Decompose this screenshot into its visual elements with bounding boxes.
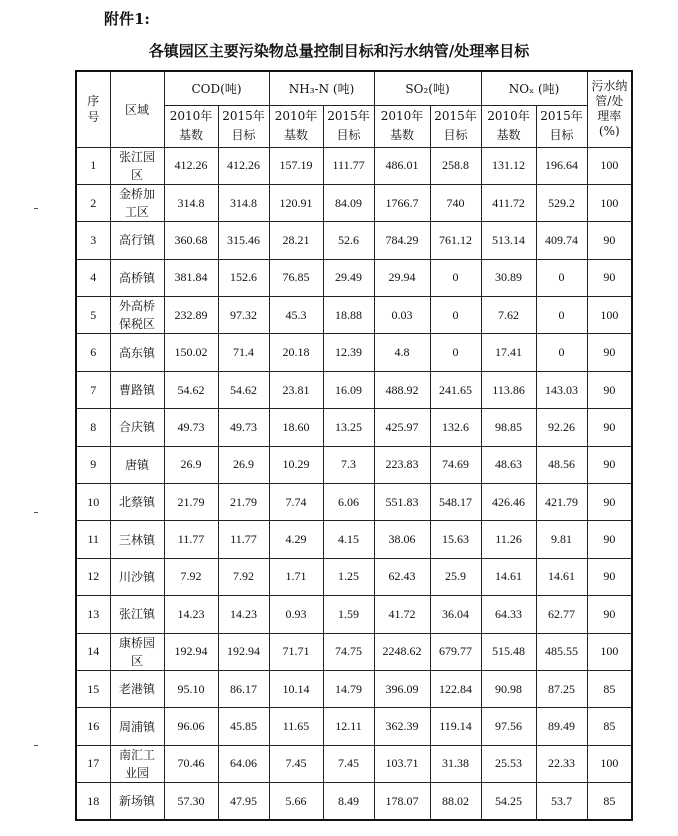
cell-cod2010: 21.79 bbox=[164, 484, 218, 521]
cell-cod2010: 26.9 bbox=[164, 446, 218, 483]
row-index: 5 bbox=[76, 297, 110, 334]
header-nox-2015: 2015年目标 bbox=[536, 105, 587, 147]
table-row bbox=[76, 147, 632, 184]
cell-nh2010: 76.85 bbox=[269, 259, 323, 296]
cell-rate: 90 bbox=[587, 446, 632, 483]
cell-nox2015: 143.03 bbox=[536, 371, 587, 408]
row-index: 7 bbox=[76, 371, 110, 408]
cell-cod2015: 192.94 bbox=[218, 633, 269, 670]
cell-so2015: 122.84 bbox=[430, 670, 481, 707]
cell-so2015: 0 bbox=[430, 297, 481, 334]
cell-nox2015: 87.25 bbox=[536, 670, 587, 707]
row-index: 14 bbox=[76, 633, 110, 670]
cell-rate: 100 bbox=[587, 147, 632, 184]
cell-rate: 100 bbox=[587, 184, 632, 221]
cell-nh2010: 0.93 bbox=[269, 596, 323, 633]
row-index: 8 bbox=[76, 409, 110, 446]
cell-so2015: 740 bbox=[430, 184, 481, 221]
table-row bbox=[76, 259, 632, 296]
row-region: 三林镇 bbox=[110, 521, 164, 558]
cell-cod2010: 11.77 bbox=[164, 521, 218, 558]
cell-so2010: 29.94 bbox=[374, 259, 430, 296]
cell-so2010: 486.01 bbox=[374, 147, 430, 184]
cell-rate: 85 bbox=[587, 783, 632, 820]
cell-cod2010: 70.46 bbox=[164, 745, 218, 782]
cell-so2015: 0 bbox=[430, 334, 481, 371]
cell-nox2010: 97.56 bbox=[481, 708, 536, 745]
cell-cod2015: 49.73 bbox=[218, 409, 269, 446]
cell-nox2015: 529.2 bbox=[536, 184, 587, 221]
cell-so2015: 548.17 bbox=[430, 484, 481, 521]
cell-nh2010: 10.29 bbox=[269, 446, 323, 483]
cell-nox2010: 513.14 bbox=[481, 222, 536, 259]
cell-so2015: 0 bbox=[430, 259, 481, 296]
pollutant-target-table bbox=[75, 70, 633, 821]
margin-mark bbox=[34, 745, 38, 746]
cell-nox2015: 0 bbox=[536, 334, 587, 371]
attachment-label: 附件1: bbox=[104, 10, 150, 28]
row-index: 2 bbox=[76, 184, 110, 221]
cell-so2010: 103.71 bbox=[374, 745, 430, 782]
cell-so2015: 25.9 bbox=[430, 558, 481, 595]
margin-mark bbox=[34, 208, 38, 209]
header-so2-2010: 2010年基数 bbox=[374, 105, 430, 147]
cell-cod2010: 49.73 bbox=[164, 409, 218, 446]
cell-nox2010: 131.12 bbox=[481, 147, 536, 184]
table-row bbox=[76, 745, 632, 782]
row-index: 9 bbox=[76, 446, 110, 483]
row-index: 3 bbox=[76, 222, 110, 259]
cell-so2010: 178.07 bbox=[374, 783, 430, 820]
table-row bbox=[76, 371, 632, 408]
row-region: 老港镇 bbox=[110, 670, 164, 707]
cell-cod2015: 71.4 bbox=[218, 334, 269, 371]
header-cod-2010: 2010年基数 bbox=[164, 105, 218, 147]
cell-so2015: 241.65 bbox=[430, 371, 481, 408]
cell-cod2010: 96.06 bbox=[164, 708, 218, 745]
margin-mark bbox=[34, 512, 38, 513]
row-region: 新场镇 bbox=[110, 783, 164, 820]
table-row bbox=[76, 334, 632, 371]
cell-nh2010: 157.19 bbox=[269, 147, 323, 184]
table-row bbox=[76, 184, 632, 221]
table-row bbox=[76, 596, 632, 633]
cell-nox2010: 98.85 bbox=[481, 409, 536, 446]
cell-rate: 90 bbox=[587, 222, 632, 259]
cell-nh2010: 120.91 bbox=[269, 184, 323, 221]
table-row bbox=[76, 783, 632, 820]
cell-nox2010: 25.53 bbox=[481, 745, 536, 782]
cell-rate: 100 bbox=[587, 745, 632, 782]
table-row bbox=[76, 558, 632, 595]
cell-cod2015: 7.92 bbox=[218, 558, 269, 595]
table-row bbox=[76, 446, 632, 483]
cell-cod2010: 412.26 bbox=[164, 147, 218, 184]
cell-cod2015: 45.85 bbox=[218, 708, 269, 745]
cell-cod2015: 314.8 bbox=[218, 184, 269, 221]
cell-cod2010: 54.62 bbox=[164, 371, 218, 408]
cell-so2015: 258.8 bbox=[430, 147, 481, 184]
row-index: 11 bbox=[76, 521, 110, 558]
cell-nh2015: 7.45 bbox=[323, 745, 374, 782]
row-region: 川沙镇 bbox=[110, 558, 164, 595]
row-region: 高东镇 bbox=[110, 334, 164, 371]
cell-nh2010: 4.29 bbox=[269, 521, 323, 558]
cell-rate: 100 bbox=[587, 633, 632, 670]
cell-cod2015: 26.9 bbox=[218, 446, 269, 483]
cell-cod2010: 14.23 bbox=[164, 596, 218, 633]
row-region: 高桥镇 bbox=[110, 259, 164, 296]
cell-cod2015: 64.06 bbox=[218, 745, 269, 782]
row-index: 16 bbox=[76, 708, 110, 745]
header-rate: 污水纳管/处理率(%) bbox=[587, 71, 632, 147]
cell-so2010: 396.09 bbox=[374, 670, 430, 707]
row-region: 合庆镇 bbox=[110, 409, 164, 446]
cell-so2010: 1766.7 bbox=[374, 184, 430, 221]
cell-so2010: 784.29 bbox=[374, 222, 430, 259]
cell-nh2010: 23.81 bbox=[269, 371, 323, 408]
cell-nh2015: 84.09 bbox=[323, 184, 374, 221]
cell-nh2015: 1.25 bbox=[323, 558, 374, 595]
cell-cod2015: 11.77 bbox=[218, 521, 269, 558]
cell-cod2015: 54.62 bbox=[218, 371, 269, 408]
row-region: 康桥园区 bbox=[110, 633, 164, 670]
table-row bbox=[76, 708, 632, 745]
header-so2-2015: 2015年目标 bbox=[430, 105, 481, 147]
table-row bbox=[76, 297, 632, 334]
row-region: 张江镇 bbox=[110, 596, 164, 633]
cell-so2010: 4.8 bbox=[374, 334, 430, 371]
cell-nox2015: 62.77 bbox=[536, 596, 587, 633]
header-cod: COD(吨) bbox=[164, 71, 269, 105]
cell-nox2015: 0 bbox=[536, 297, 587, 334]
table-row bbox=[76, 409, 632, 446]
cell-so2010: 62.43 bbox=[374, 558, 430, 595]
cell-nox2015: 22.33 bbox=[536, 745, 587, 782]
cell-cod2015: 97.32 bbox=[218, 297, 269, 334]
table-row bbox=[76, 633, 632, 670]
cell-so2015: 74.69 bbox=[430, 446, 481, 483]
row-region: 北蔡镇 bbox=[110, 484, 164, 521]
cell-cod2010: 95.10 bbox=[164, 670, 218, 707]
row-index: 18 bbox=[76, 783, 110, 820]
cell-nh2015: 12.39 bbox=[323, 334, 374, 371]
cell-nh2010: 7.45 bbox=[269, 745, 323, 782]
cell-nox2015: 53.7 bbox=[536, 783, 587, 820]
header-so2: SO₂(吨) bbox=[374, 71, 481, 105]
cell-nh2010: 18.60 bbox=[269, 409, 323, 446]
cell-cod2015: 86.17 bbox=[218, 670, 269, 707]
cell-so2015: 31.38 bbox=[430, 745, 481, 782]
cell-cod2010: 192.94 bbox=[164, 633, 218, 670]
header-index: 序号 bbox=[76, 71, 110, 147]
cell-nox2010: 64.33 bbox=[481, 596, 536, 633]
cell-nox2015: 485.55 bbox=[536, 633, 587, 670]
header-nox: NOₓ (吨) bbox=[481, 71, 587, 105]
cell-cod2010: 360.68 bbox=[164, 222, 218, 259]
cell-nox2015: 92.26 bbox=[536, 409, 587, 446]
cell-nox2010: 90.98 bbox=[481, 670, 536, 707]
header-nh3n-2015: 2015年目标 bbox=[323, 105, 374, 147]
cell-rate: 90 bbox=[587, 484, 632, 521]
header-region: 区域 bbox=[110, 71, 164, 147]
cell-nox2015: 196.64 bbox=[536, 147, 587, 184]
cell-nh2015: 13.25 bbox=[323, 409, 374, 446]
cell-nh2015: 111.77 bbox=[323, 147, 374, 184]
cell-so2010: 223.83 bbox=[374, 446, 430, 483]
table-row bbox=[76, 484, 632, 521]
cell-so2015: 15.63 bbox=[430, 521, 481, 558]
cell-nh2010: 10.14 bbox=[269, 670, 323, 707]
cell-nox2010: 48.63 bbox=[481, 446, 536, 483]
cell-so2010: 488.92 bbox=[374, 371, 430, 408]
cell-nox2015: 48.56 bbox=[536, 446, 587, 483]
cell-rate: 100 bbox=[587, 297, 632, 334]
cell-so2015: 761.12 bbox=[430, 222, 481, 259]
cell-cod2015: 315.46 bbox=[218, 222, 269, 259]
cell-rate: 90 bbox=[587, 558, 632, 595]
cell-nox2010: 17.41 bbox=[481, 334, 536, 371]
cell-rate: 90 bbox=[587, 259, 632, 296]
cell-so2010: 2248.62 bbox=[374, 633, 430, 670]
table-row bbox=[76, 222, 632, 259]
row-index: 1 bbox=[76, 147, 110, 184]
cell-cod2015: 14.23 bbox=[218, 596, 269, 633]
header-nh3n-2010: 2010年基数 bbox=[269, 105, 323, 147]
cell-nh2015: 7.3 bbox=[323, 446, 374, 483]
row-region: 周浦镇 bbox=[110, 708, 164, 745]
cell-nh2010: 1.71 bbox=[269, 558, 323, 595]
cell-rate: 85 bbox=[587, 670, 632, 707]
cell-nh2015: 12.11 bbox=[323, 708, 374, 745]
row-region: 南汇工业园 bbox=[110, 745, 164, 782]
cell-nox2010: 515.48 bbox=[481, 633, 536, 670]
row-region: 唐镇 bbox=[110, 446, 164, 483]
cell-nh2015: 52.6 bbox=[323, 222, 374, 259]
cell-rate: 90 bbox=[587, 596, 632, 633]
cell-rate: 90 bbox=[587, 521, 632, 558]
cell-nh2015: 8.49 bbox=[323, 783, 374, 820]
row-region: 曹路镇 bbox=[110, 371, 164, 408]
cell-nox2010: 14.61 bbox=[481, 558, 536, 595]
table-row bbox=[76, 521, 632, 558]
cell-so2015: 132.6 bbox=[430, 409, 481, 446]
cell-nox2010: 11.26 bbox=[481, 521, 536, 558]
cell-so2015: 119.14 bbox=[430, 708, 481, 745]
cell-nox2015: 14.61 bbox=[536, 558, 587, 595]
cell-nox2010: 7.62 bbox=[481, 297, 536, 334]
cell-nh2010: 28.21 bbox=[269, 222, 323, 259]
cell-nh2015: 18.88 bbox=[323, 297, 374, 334]
cell-so2015: 88.02 bbox=[430, 783, 481, 820]
cell-nh2010: 71.71 bbox=[269, 633, 323, 670]
header-cod-2015: 2015年目标 bbox=[218, 105, 269, 147]
table-row bbox=[76, 670, 632, 707]
row-index: 17 bbox=[76, 745, 110, 782]
cell-nox2010: 426.46 bbox=[481, 484, 536, 521]
cell-cod2010: 150.02 bbox=[164, 334, 218, 371]
cell-so2015: 36.04 bbox=[430, 596, 481, 633]
cell-nox2015: 9.81 bbox=[536, 521, 587, 558]
cell-nox2015: 409.74 bbox=[536, 222, 587, 259]
cell-cod2015: 21.79 bbox=[218, 484, 269, 521]
table-title: 各镇园区主要污染物总量控制目标和污水纳管/处理率目标 bbox=[148, 42, 530, 60]
row-index: 4 bbox=[76, 259, 110, 296]
cell-cod2015: 412.26 bbox=[218, 147, 269, 184]
header-nh3n: NH₃-N (吨) bbox=[269, 71, 374, 105]
row-region: 高行镇 bbox=[110, 222, 164, 259]
row-region: 外高桥保税区 bbox=[110, 297, 164, 334]
cell-nox2015: 0 bbox=[536, 259, 587, 296]
cell-nox2010: 411.72 bbox=[481, 184, 536, 221]
cell-nox2010: 54.25 bbox=[481, 783, 536, 820]
row-index: 15 bbox=[76, 670, 110, 707]
cell-nox2010: 30.89 bbox=[481, 259, 536, 296]
cell-so2010: 41.72 bbox=[374, 596, 430, 633]
row-index: 12 bbox=[76, 558, 110, 595]
cell-so2010: 551.83 bbox=[374, 484, 430, 521]
cell-rate: 90 bbox=[587, 371, 632, 408]
cell-cod2015: 47.95 bbox=[218, 783, 269, 820]
cell-so2010: 425.97 bbox=[374, 409, 430, 446]
cell-nh2015: 16.09 bbox=[323, 371, 374, 408]
cell-nh2010: 5.66 bbox=[269, 783, 323, 820]
cell-cod2010: 7.92 bbox=[164, 558, 218, 595]
cell-rate: 90 bbox=[587, 334, 632, 371]
cell-nox2010: 113.86 bbox=[481, 371, 536, 408]
cell-nh2015: 1.59 bbox=[323, 596, 374, 633]
cell-cod2010: 381.84 bbox=[164, 259, 218, 296]
cell-nox2015: 421.79 bbox=[536, 484, 587, 521]
cell-rate: 85 bbox=[587, 708, 632, 745]
row-index: 6 bbox=[76, 334, 110, 371]
cell-cod2015: 152.6 bbox=[218, 259, 269, 296]
cell-cod2010: 232.89 bbox=[164, 297, 218, 334]
row-region: 金桥加工区 bbox=[110, 184, 164, 221]
row-index: 13 bbox=[76, 596, 110, 633]
row-index: 10 bbox=[76, 484, 110, 521]
cell-nh2010: 45.3 bbox=[269, 297, 323, 334]
cell-nh2010: 20.18 bbox=[269, 334, 323, 371]
cell-so2015: 679.77 bbox=[430, 633, 481, 670]
cell-so2010: 362.39 bbox=[374, 708, 430, 745]
cell-cod2010: 314.8 bbox=[164, 184, 218, 221]
cell-nh2015: 14.79 bbox=[323, 670, 374, 707]
cell-nh2015: 29.49 bbox=[323, 259, 374, 296]
row-region: 张江园区 bbox=[110, 147, 164, 184]
cell-rate: 90 bbox=[587, 409, 632, 446]
cell-nh2010: 11.65 bbox=[269, 708, 323, 745]
cell-nh2015: 6.06 bbox=[323, 484, 374, 521]
cell-nh2015: 4.15 bbox=[323, 521, 374, 558]
header-nox-2010: 2010年基数 bbox=[481, 105, 536, 147]
cell-nh2010: 7.74 bbox=[269, 484, 323, 521]
cell-cod2010: 57.30 bbox=[164, 783, 218, 820]
cell-so2010: 0.03 bbox=[374, 297, 430, 334]
cell-nox2015: 89.49 bbox=[536, 708, 587, 745]
cell-so2010: 38.06 bbox=[374, 521, 430, 558]
cell-nh2015: 74.75 bbox=[323, 633, 374, 670]
